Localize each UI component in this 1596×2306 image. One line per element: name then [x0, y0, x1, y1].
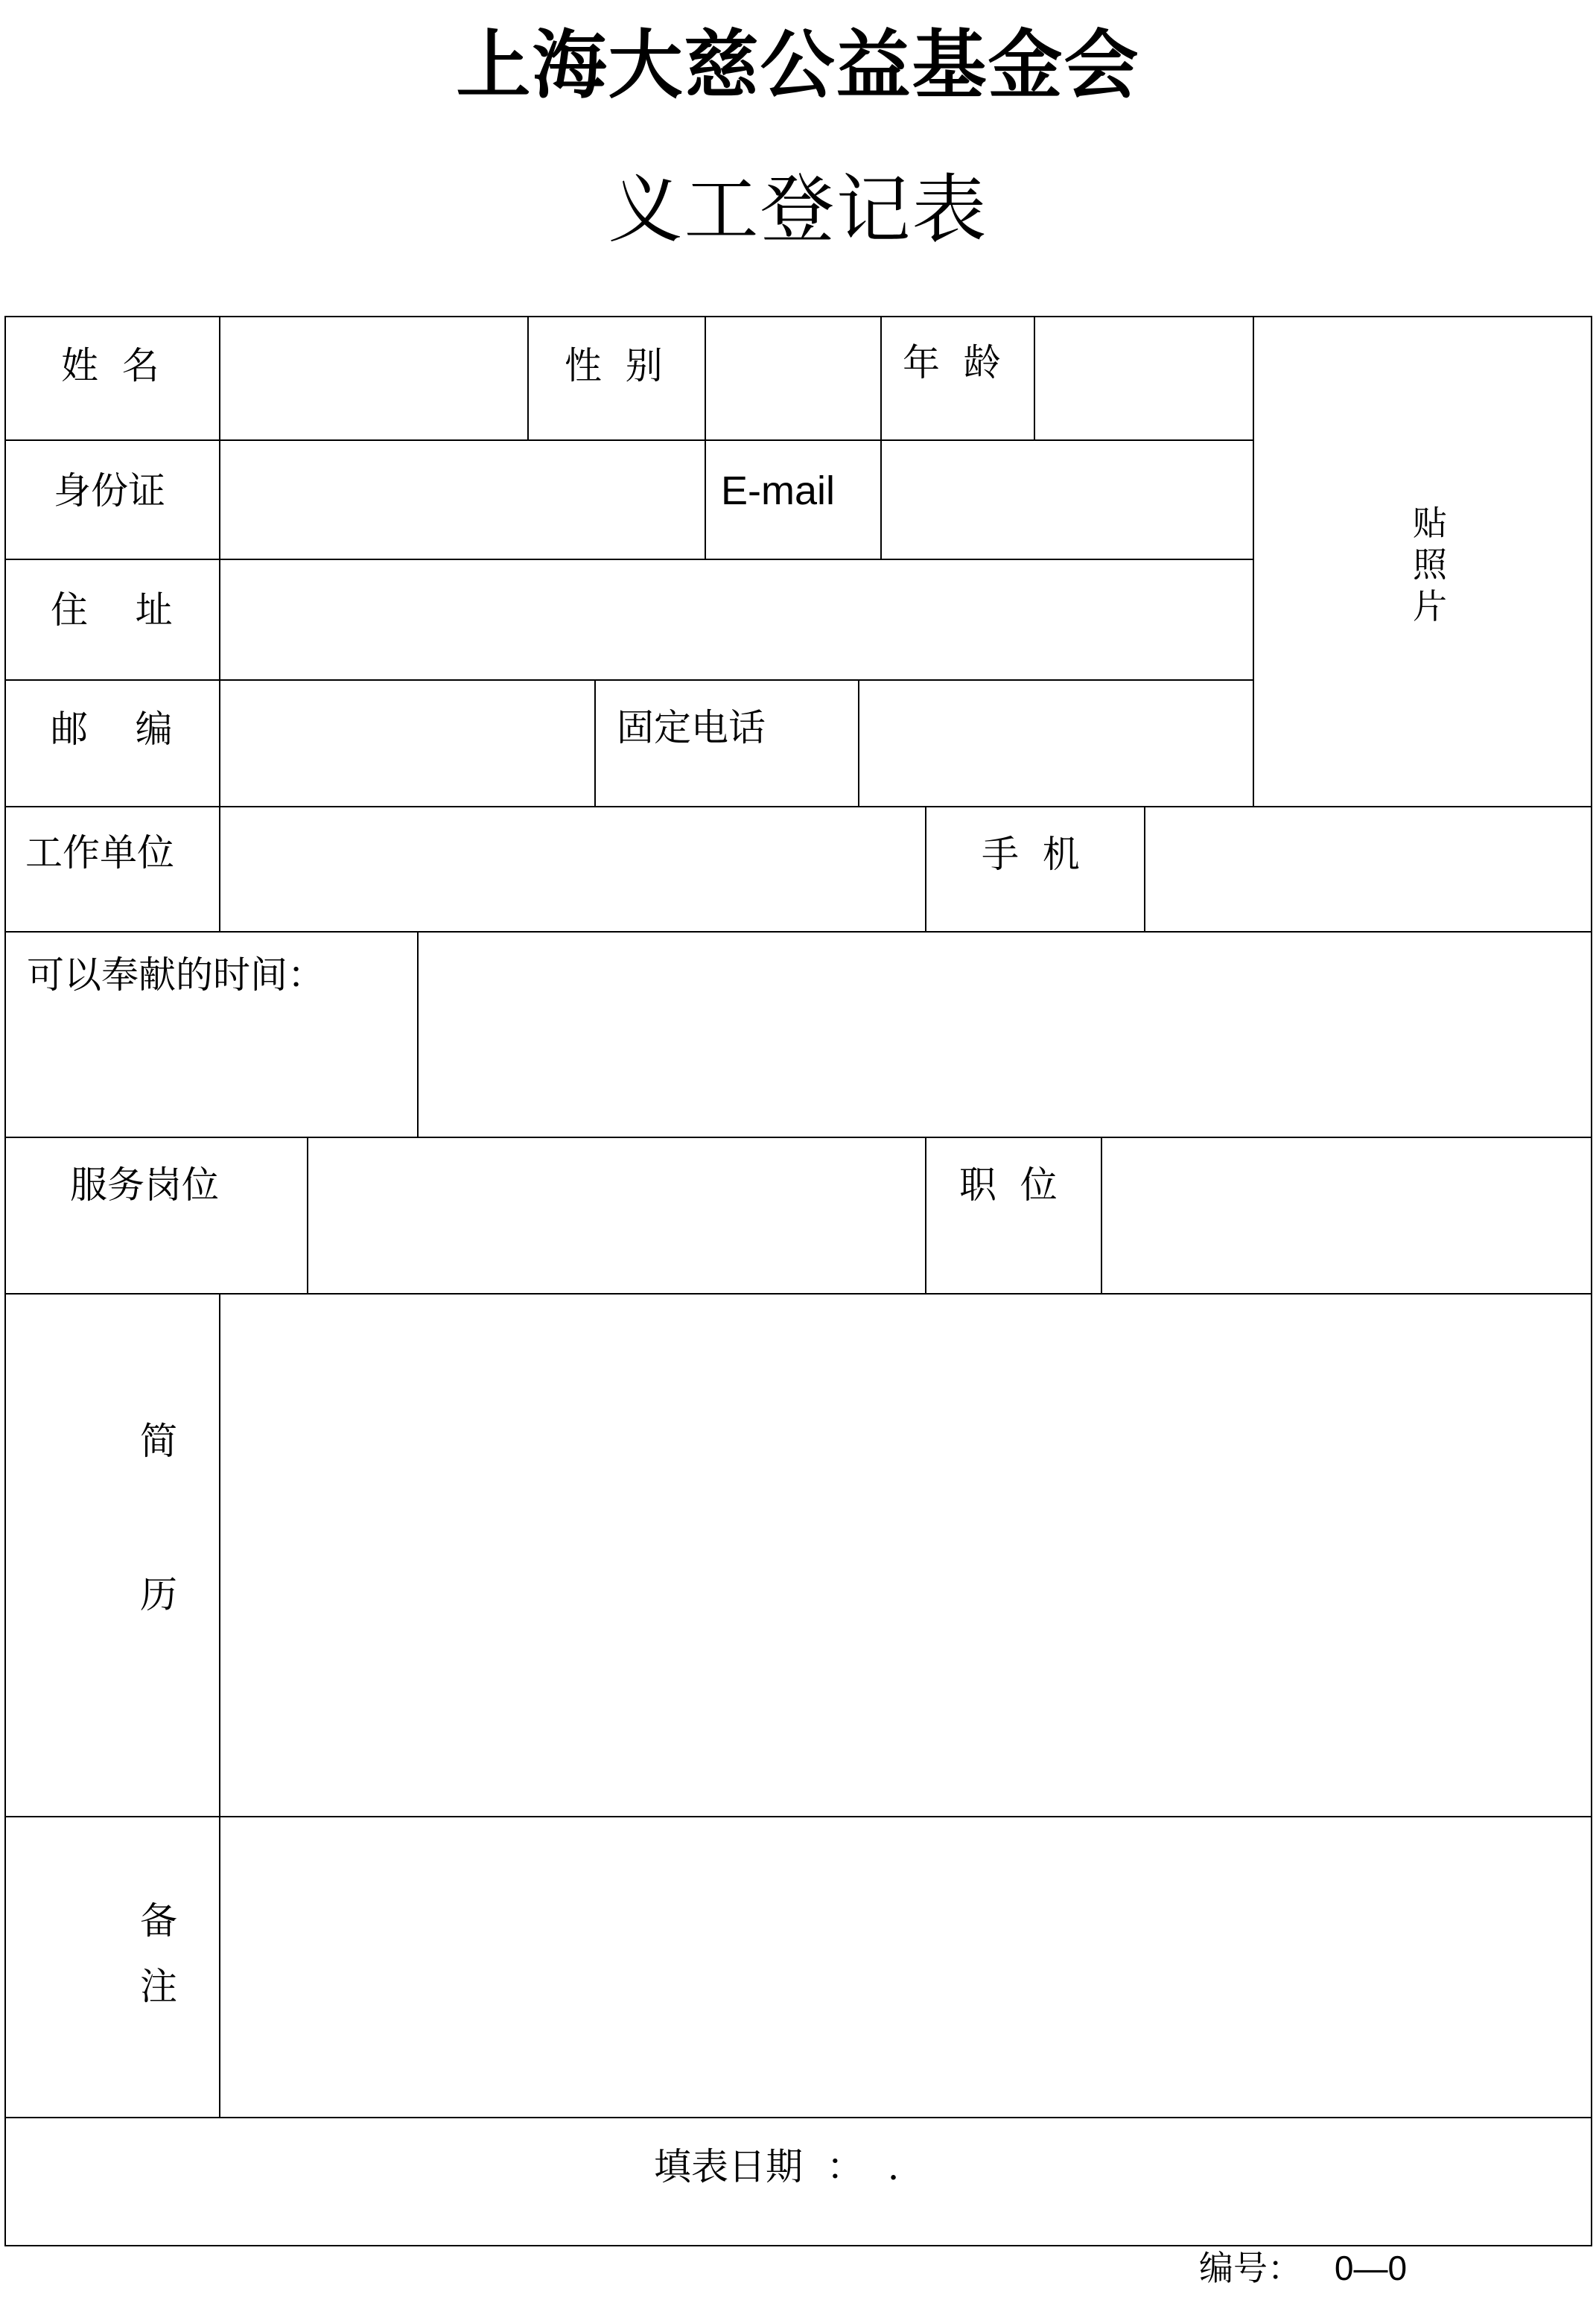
id-card-field[interactable] — [220, 441, 705, 559]
remarks-label-bottom: 注 — [140, 1965, 177, 2008]
landline-phone-field[interactable] — [859, 681, 1253, 806]
service-post-field[interactable] — [308, 1138, 925, 1293]
position-label: 职 位 — [959, 1163, 1058, 1207]
position-field[interactable] — [1102, 1138, 1591, 1293]
grid-line — [1591, 316, 1592, 2246]
serial-number-label: 编号： — [1199, 2248, 1302, 2288]
fill-date-label: 填表日期 ： . — [654, 2145, 900, 2188]
resume-field[interactable] — [220, 1295, 1591, 1816]
mobile-field[interactable] — [1145, 807, 1591, 931]
grid-line — [925, 806, 926, 931]
id-card-label: 身份证 — [54, 469, 165, 512]
photo-placeholder-label: 贴 照 片 — [1413, 503, 1447, 626]
gender-label: 性 别 — [565, 344, 663, 387]
available-time-label: 可以奉献的时间： — [27, 953, 325, 997]
remarks-field[interactable] — [220, 1817, 1591, 2117]
name-label: 姓 名 — [61, 344, 159, 387]
age-label: 年 龄 — [903, 341, 1001, 384]
serial-number — [1199, 2248, 1408, 2288]
age-field[interactable] — [1035, 317, 1253, 439]
work-unit-field[interactable] — [220, 807, 925, 931]
address-field[interactable] — [220, 560, 1253, 679]
serial-number-value: 0—0 — [1334, 2249, 1408, 2287]
form-title: 义工登记表 — [608, 166, 988, 253]
address-label: 住 址 — [51, 588, 173, 632]
grid-line — [527, 316, 529, 439]
grid-line — [594, 679, 596, 806]
registration-form-table — [4, 316, 1592, 2245]
grid-line — [4, 2245, 1592, 2246]
landline-phone-label: 固定电话 — [617, 706, 766, 749]
service-post-label: 服务岗位 — [70, 1163, 219, 1207]
grid-line — [4, 316, 6, 2246]
organization-title: 上海大慈公益基金会 — [456, 22, 1140, 109]
resume-label-bottom: 历 — [140, 1573, 177, 1616]
email-label: E-mail — [721, 468, 836, 513]
available-time-field[interactable] — [419, 933, 1591, 1137]
email-field[interactable] — [882, 441, 1253, 559]
work-unit-label: 工作单位 — [25, 831, 174, 874]
resume-label-top: 简 — [140, 1420, 177, 1463]
postcode-field[interactable] — [220, 681, 594, 806]
postcode-label: 邮 编 — [51, 708, 173, 751]
name-field[interactable] — [220, 317, 527, 439]
gender-field[interactable] — [706, 317, 880, 439]
fill-date-field[interactable] — [913, 2118, 1360, 2245]
mobile-label: 手 机 — [982, 833, 1080, 876]
grid-line — [925, 1137, 926, 1293]
remarks-label-top: 备 — [140, 1899, 177, 1943]
